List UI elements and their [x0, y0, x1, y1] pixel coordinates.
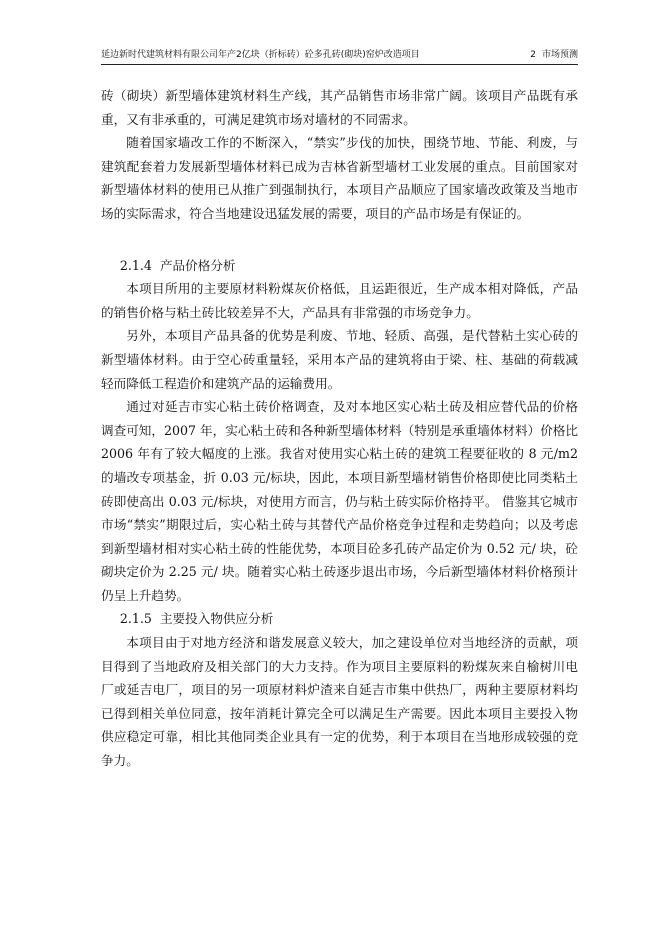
- header-section-number: 2: [530, 50, 536, 60]
- section-heading-supply-analysis: [101, 607, 578, 631]
- paragraph-product-advantages: 另外，本项目产品具备的优势是利废、节地、轻质、高强，是代替粘土实心砖的新型墙体材料。由于空心砖重量轻，采用本产品的建筑将由于梁、柱、基础的荷载减轻而降低工程造价和建筑产品的运输费用。: [101, 328, 578, 391]
- section-title: 主要投入物供应分析: [159, 611, 274, 627]
- section-heading-price-analysis: [101, 254, 578, 278]
- header-section: [530, 46, 578, 64]
- paragraph-continued: 砖（砌块）新型墙体建筑材料生产线，其产品销售市场非常广阔。该项目产品既有承重，又有非承重的，可满足建筑市场对墙材的不同需求。: [101, 88, 578, 127]
- section-number: 2.1.4: [119, 257, 152, 273]
- header-title: 延边新时代建筑材料有限公司年产2亿块（折标砖）砼多孔砖(砌块)窑炉改造项目: [101, 50, 420, 60]
- page-content: [101, 84, 578, 773]
- paragraph-wall-reform: 随着国家墙改工作的不断深入，“禁实”步伐的加快，围绕节地、节能、利废，与建筑配套着力发展新型墙体材料已成为吉林省新型墙材工业发展的重点。目前国家对新型墙体材料的使用已从推广到强制执行，本项目产品顺应了国家墙改政策及当地市场的实际需求，符合当地建设迅猛发展的需要，项目的产品市场是有保证的。: [101, 135, 578, 221]
- section-number: 2.1.5: [119, 611, 152, 627]
- paragraph-price-survey: 通过对延吉市实心粘土砖价格调查，及对本地区实心粘土砖及相应替代品的价格调查可知，2007 年，实心粘土砖和各种新型墙体材料（特别是承重墙体材料）价格比 2006 年有了较大幅度的上涨。我省对使用实心粘土砖的建筑工程要征收的 8 元/m2 的墙改专项基金，折 0.03 元/标块，因此，本项目新型墙材销售价格即使比同类粘土砖即使高出 0.03 元/标块，对使用方而言，仍与粘土砖实际价格持平。 借鉴其它城市市场“禁实”期限过后，实心粘土砖与其替代产品价格竞争过程和走势趋向；以及考虑到新型墙材相对实心粘土砖的性能优势，本项目砼多孔砖产品定价为 0.52 元/ 块，砼砌块定价为 2.25 元/ 块。随着实心粘土砖逐步退出市场，今后新型墙体材料价格预计仍呈上升趋势。: [101, 399, 578, 603]
- section-title: 产品价格分析: [159, 257, 236, 273]
- blank-line: [101, 226, 578, 254]
- paragraph-raw-material-cost: 本项目所用的主要原材料粉煤灰价格低，且运距很近，生产成本相对降低，产品的销售价格与粘土砖比较差异不大，产品具有非常强的市场竞争力。: [101, 281, 578, 320]
- page-header: [101, 46, 578, 65]
- paragraph-material-supply: 本项目由于对地方经济和谐发展意义较大，加之建设单位对当地经济的贡献，项目得到了当地政府及相关部门的大力支持。作为项目主要原料的粉煤灰来自榆树川电厂或延吉电厂，项目的另一项原材料炉渣来自延吉市集中供热厂，两种主要原材料均已得到相关单位同意，按年消耗计算完全可以满足生产需要。因此本项目主要投入物供应稳定可靠，相比其他同类企业具有一定的优势，利于本项目在当地形成较强的竞争力。: [101, 635, 578, 769]
- header-section-title: 市场预测: [541, 50, 578, 60]
